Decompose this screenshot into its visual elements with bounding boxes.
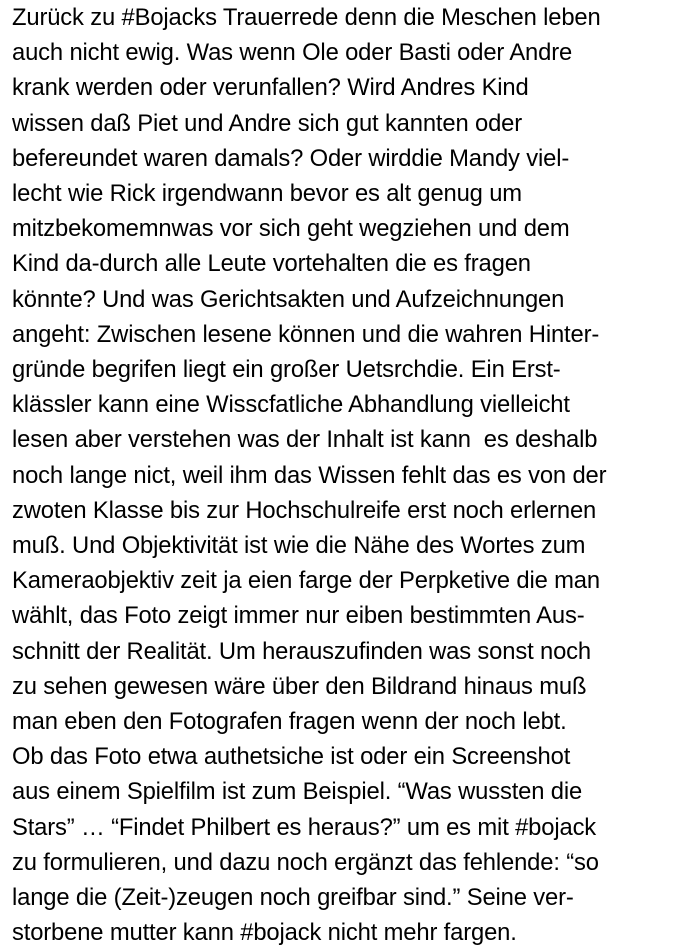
text-line: lecht wie Rick irgendwann bevor es alt genug um — [12, 180, 522, 208]
text-line: lange die (Zeit-)zeugen noch greifbar sind.” Seine ver- — [12, 884, 574, 912]
text-line: Kameraobjektiv zeit ja eien farge der Perpketive die man — [12, 567, 600, 595]
text-line: zu sehen gewesen wäre über den Bildrand hinaus muß — [12, 672, 587, 700]
text-line: Kind da-durch alle Leute vortehalten die es fragen — [12, 250, 531, 278]
text-line: klässler kann eine Wisscfatliche Abhandlung vielleicht — [12, 391, 570, 419]
text-line: Zurück zu #Bojacks Trauerrede denn die Meschen leben — [12, 4, 601, 31]
text-line: wählt, das Foto zeigt immer nur eiben bestimmten Aus- — [12, 602, 585, 630]
text-line: storbene mutter kann #bojack nicht mehr fargen. — [12, 919, 517, 947]
text-line: auch nicht ewig. Was wenn Ole oder Basti oder Andre — [12, 39, 573, 67]
text-line: muß. Und Objektivität ist wie die Nähe des Wortes zum — [12, 532, 586, 560]
text-line: aus einem Spielfilm ist zum Beispiel. “Was wussten die — [12, 778, 583, 806]
text-line: schnitt der Realität. Um herauszufinden was sonst noch — [12, 637, 591, 665]
text-line: noch lange nict, weil ihm das Wissen fehlt das es von der — [12, 461, 607, 489]
text-line: befereundet waren damals? Oder wirddie Mandy viel- — [12, 144, 570, 172]
text-line: krank werden oder verunfallen? Wird Andres Kind — [12, 74, 529, 102]
text-line: wissen daß Piet und Andre sich gut kannten oder — [12, 109, 523, 137]
text-line: angeht: Zwischen lesene können und die wahren Hinter- — [12, 320, 600, 348]
text-line: Ob das Foto etwa authetsiche ist oder ein Screenshot — [12, 743, 571, 771]
text-line: zwoten Klasse bis zur Hochschulreife erst noch erlernen — [12, 496, 597, 524]
body-text — [12, 0, 684, 950]
text-line: zu formulieren, und dazu noch ergänzt das fehlende: “so — [12, 848, 599, 876]
text-line: mitzbekomemnwas vor sich geht wegziehen und dem — [12, 215, 570, 243]
text-line: Stars” … “Findet Philbert es heraus?” um es mit #bojack — [12, 813, 597, 841]
text-line: lesen aber verstehen was der Inhalt ist kann es deshalb — [12, 426, 598, 454]
text-line: könnte? Und was Gerichtsakten und Aufzeichnungen — [12, 285, 565, 313]
text-line: man eben den Fotografen fragen wenn der noch lebt. — [12, 708, 567, 736]
text-line: gründe begrifen liegt ein großer Uetsrchdie. Ein Erst- — [12, 356, 561, 384]
